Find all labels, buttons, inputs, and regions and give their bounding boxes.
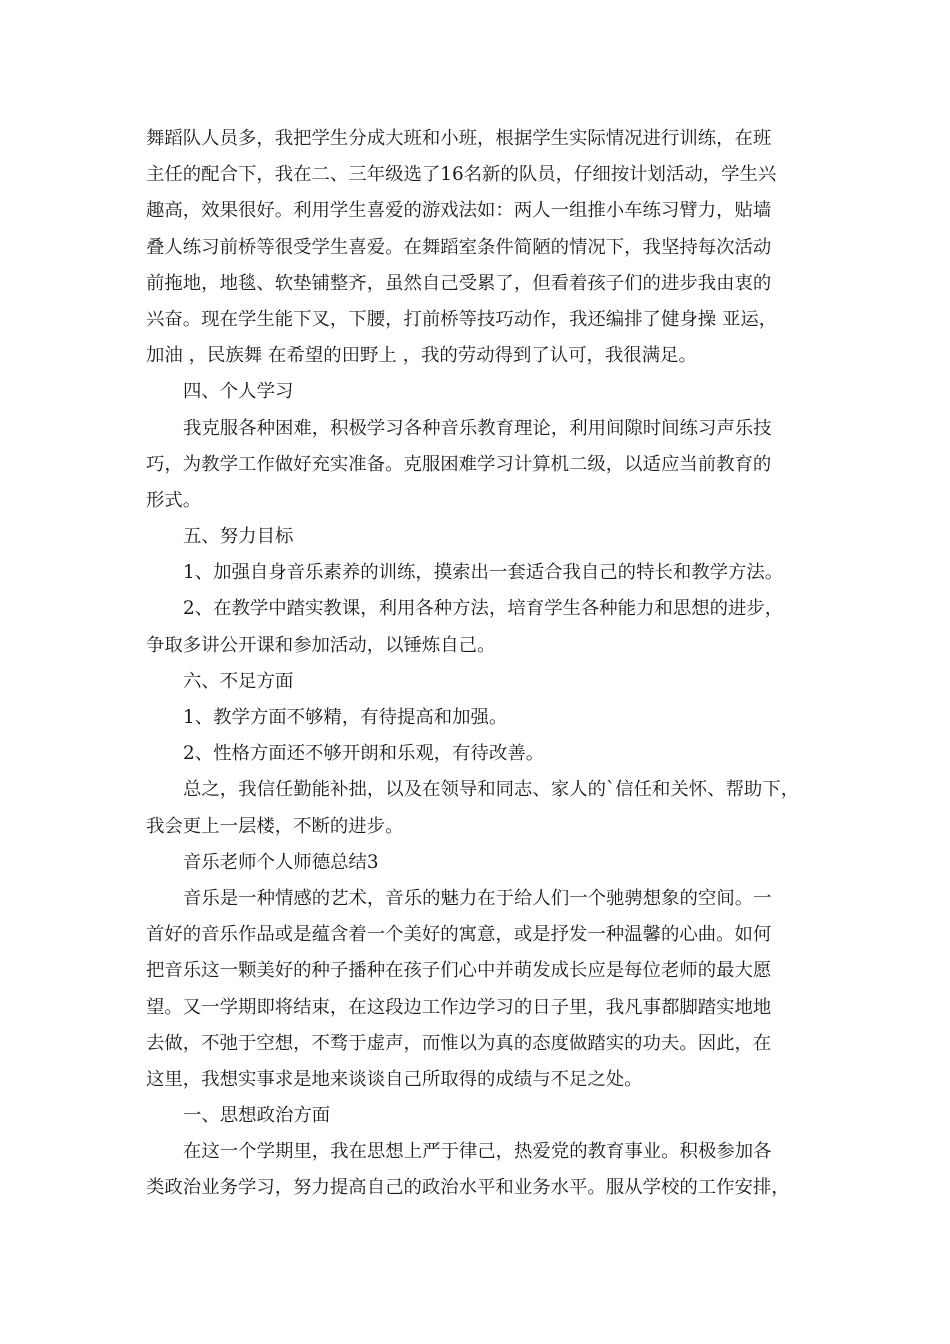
text-line: 类政治业务学习，努力提高自己的政治水平和业务水平。服从学校的工作安排， bbox=[146, 1177, 790, 1199]
text-line: 巧，为教学工作做好充实准备。克服困难学习计算机二级，以适应当前教育的 bbox=[146, 453, 772, 475]
text-line: 音乐是一种情感的艺术，音乐的魅力在于给人们一个驰骋想象的空间。一 bbox=[183, 887, 772, 909]
text-line: 把音乐这一颗美好的种子播种在孩子们心中并萌发成长应是每位老师的最大愿 bbox=[146, 960, 772, 982]
text-line: 一、思想政治方面 bbox=[183, 1105, 331, 1127]
text-line: 首好的音乐作品或是蕴含着一个美好的寓意，或是抒发一种温馨的心曲。如何 bbox=[146, 924, 772, 946]
text-line: 1、教学方面不够精，有待提高和加强。 bbox=[183, 707, 508, 728]
text-line: 2、性格方面还不够开朗和乐观，有待改善。 bbox=[183, 743, 545, 765]
text-line: 舞蹈队人员多，我把学生分成大班和小班，根据学生实际情况进行训练，在班 bbox=[146, 128, 772, 149]
text-line: 1、加强自身音乐素养的训练，摸索出一套适合我自己的特长和教学方法。 bbox=[183, 562, 784, 584]
text-line: 2、在教学中踏实教课，利用各种方法，培育学生各种能力和思想的进步， bbox=[183, 598, 784, 620]
text-line: 四、个人学习 bbox=[183, 381, 294, 403]
text-line: 五、努力目标 bbox=[183, 526, 294, 548]
text-line: 兴奋。现在学生能下叉，下腰，打前桥等技巧动作，我还编排了健身操 亚运， bbox=[146, 308, 778, 330]
text-line: 我克服各种困难，积极学习各种音乐教育理论，利用间隙时间练习声乐技 bbox=[183, 417, 772, 439]
text-line: 音乐老师个人师德总结3 bbox=[183, 851, 379, 873]
text-line: 这里，我想实事求是地来谈谈自己所取得的成绩与不足之处。 bbox=[146, 1068, 643, 1090]
text-line: 叠人练习前桥等很受学生喜爱。在舞蹈室条件简陋的情况下，我坚持每次活动 bbox=[146, 236, 772, 258]
text-line: 前拖地，地毯、软垫铺整齐，虽然自己受累了，但看着孩子们的进步我由衷的 bbox=[146, 272, 772, 294]
text-line: 形式。 bbox=[146, 489, 202, 511]
text-line: 望。又一学期即将结束，在这段边工作边学习的日子里，我凡事都脚踏实地地 bbox=[146, 996, 772, 1018]
text-line: 主任的配合下，我在二、三年级选了16名新的队员，仔细按计划活动，学生兴 bbox=[146, 164, 777, 186]
text-line: 加油 ，民族舞 在希望的田野上 ，我的劳动得到了认可，我很满足。 bbox=[146, 345, 697, 367]
text-line: 总之，我信任勤能补拙，以及在领导和同志、家人的`信任和关怀、帮助下， bbox=[183, 779, 800, 801]
text-line: 在这一个学期里，我在思想上严于律己，热爱党的教育事业。积极参加各 bbox=[183, 1141, 772, 1163]
document-body bbox=[146, 121, 818, 1207]
text-line: 争取多讲公开课和参加活动，以锤炼自己。 bbox=[146, 634, 496, 656]
text-line: 趣高，效果很好。利用学生喜爱的游戏法如：两人一组推小车练习臂力，贴墙 bbox=[146, 200, 772, 222]
text-line: 我会更上一层楼，不断的进步。 bbox=[146, 815, 404, 837]
text-line: 六、不足方面 bbox=[183, 670, 294, 692]
text-line: 去做，不弛于空想，不骛于虚声，而惟以为真的态度做踏实的功夫。因此，在 bbox=[146, 1032, 772, 1054]
